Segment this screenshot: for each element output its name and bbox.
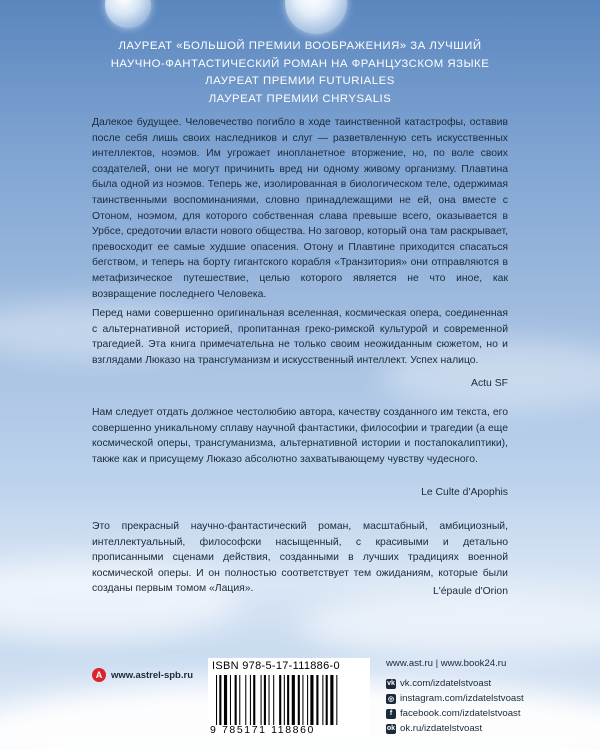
planet-decoration [105,0,151,28]
review-quote [92,306,508,368]
barcode-bar [253,675,255,725]
barcode-bar [330,675,333,725]
awards-list [0,38,600,108]
barcode-bar [310,675,313,725]
facebook-icon: f [386,709,396,719]
publisher-contacts [386,658,524,736]
review-text: Нам следует отдать должное честолюбию автора, качеству созданного им текста, его совершенно уникальному сплаву научной фантастики, философии и трагедии (а еще космической оперы, трансгуманизма, альтернативной истории и постапокалиптики), также как и присущему Люказо абсолютно захватывающему чувству чудесного. [92,407,508,465]
social-link-facebook [386,706,524,721]
barcode-bar [250,675,251,725]
barcode-digits: 9 785171 118860 [210,724,315,736]
barcode [214,675,364,725]
instagram-icon: ◎ [387,695,395,703]
barcode-bar [230,675,231,725]
barcode-bar [245,675,246,725]
barcode-bar [307,675,308,725]
barcode-bar [224,675,227,725]
review-quote [92,405,508,467]
barcode-bar [298,675,300,725]
review-text: Перед нами совершенно оригинальная вселенная, космическая опера, соединенная с альтернативной историей, пропитанная греко-римской культурой и современной трагедией. Эта книга примечательна не только своим неожиданным сюжетом, но и взглядами Люказо на трансгуманизм и искусственный интеллект. Успех налицо. [92,308,508,366]
publisher-logo [92,668,193,682]
barcode-bar [273,675,274,725]
review-source: Actu SF [471,378,508,389]
social-link-odnoklassniki [386,721,524,736]
barcode-bar [269,675,270,725]
barcode-bar [336,675,337,725]
astrel-logo-icon: А [92,668,106,682]
barcode-bar [284,675,285,725]
synopsis [92,115,508,302]
social-link-text: ok.ru/izdatelstvoast [400,723,483,734]
award-line: ЛАУРЕАТ ПРЕМИИ CHRYSALIS [208,92,392,105]
social-link-instagram [386,691,524,706]
barcode-bar [261,675,262,725]
barcode-bar [287,675,289,725]
publisher-websites: www.ast.ru | www.book24.ru [386,658,507,669]
barcode-bar [292,675,295,725]
barcode-bar [326,675,328,725]
barcode-bar [302,675,303,725]
publisher-site: www.astrel-spb.ru [111,669,193,681]
planet-decoration [285,0,347,34]
review-source: Le Culte d'Apophis [421,487,508,498]
barcode-bar [316,675,318,725]
odnoklassniki-icon: ok [386,725,396,732]
award-line: НАУЧНО-ФАНТАСТИЧЕСКИЙ РОМАН НА ФРАНЦУЗСКОМ ЯЗЫКЕ [110,57,490,70]
barcode-bar [216,675,217,725]
barcode-bar [322,675,323,725]
social-link-text: vk.com/izdatelstvoast [400,678,492,689]
award-line: ЛАУРЕАТ ПРЕМИИ FUTURIALES [205,75,395,87]
barcode-bar [239,675,240,725]
synopsis-text: Далекое будущее. Человечество погибло в ходе таинственной катастрофы, оставив после себя лишь своих наследников и слуг — разветвленную сеть искусственных интеллектов, ноэмов. Им угрожает инопланетное вторжение, но, по воле своих создателей, они не могут причинить вред ни одному живому организму. Плавтина была одной из ноэмов. Теперь же, изолированная в биологическом теле, одержимая таинственными воспоминаниями, словно принадлежащими не ей, она вместе с Отоном, ноэмом, для которого собственная слава превыше всего, оказывается в Урбсе, средоточии власти нового общества. Но заговор, который она там раскрывает, превосходит ее самые худшие опасения. Отону и Плавтине приходится спасаться бегством, и теперь на борту гигантского корабля «Транзитория» они отправляются в метафизическое путешествие, целью которого является не что иное, как возвращение последнего Человека. [92,117,508,300]
barcode-bar [219,675,221,725]
vk-icon: vk [387,680,395,687]
barcode-bar [264,675,266,725]
review-text: Это прекрасный научно-фантастический роман, масштабный, амбициозный, интеллектуальный, философски насыщенный, с красивыми и детально прописанными сценами действия, созданными в лучших традициях военной космической оперы. И он полностью соответствует тем ожиданиям, которые были созданы первым томом «Лация». [92,521,508,595]
social-link-text: instagram.com/izdatelstvoast [400,693,524,704]
social-link-vk [386,676,524,691]
isbn-label: ISBN 978-5-17-111886-0 [212,660,340,672]
barcode-bar [279,675,281,725]
award-line: ЛАУРЕАТ «БОЛЬШОЙ ПРЕМИИ ВООБРАЖЕНИЯ» ЗА ЛУЧШИЙ [118,40,482,52]
social-link-text: facebook.com/izdatelstvoast [400,708,521,719]
barcode-bar [235,675,237,725]
review-source: L'épaule d'Orion [432,586,508,597]
isbn-block [208,658,370,738]
back-cover-footer [0,650,600,750]
